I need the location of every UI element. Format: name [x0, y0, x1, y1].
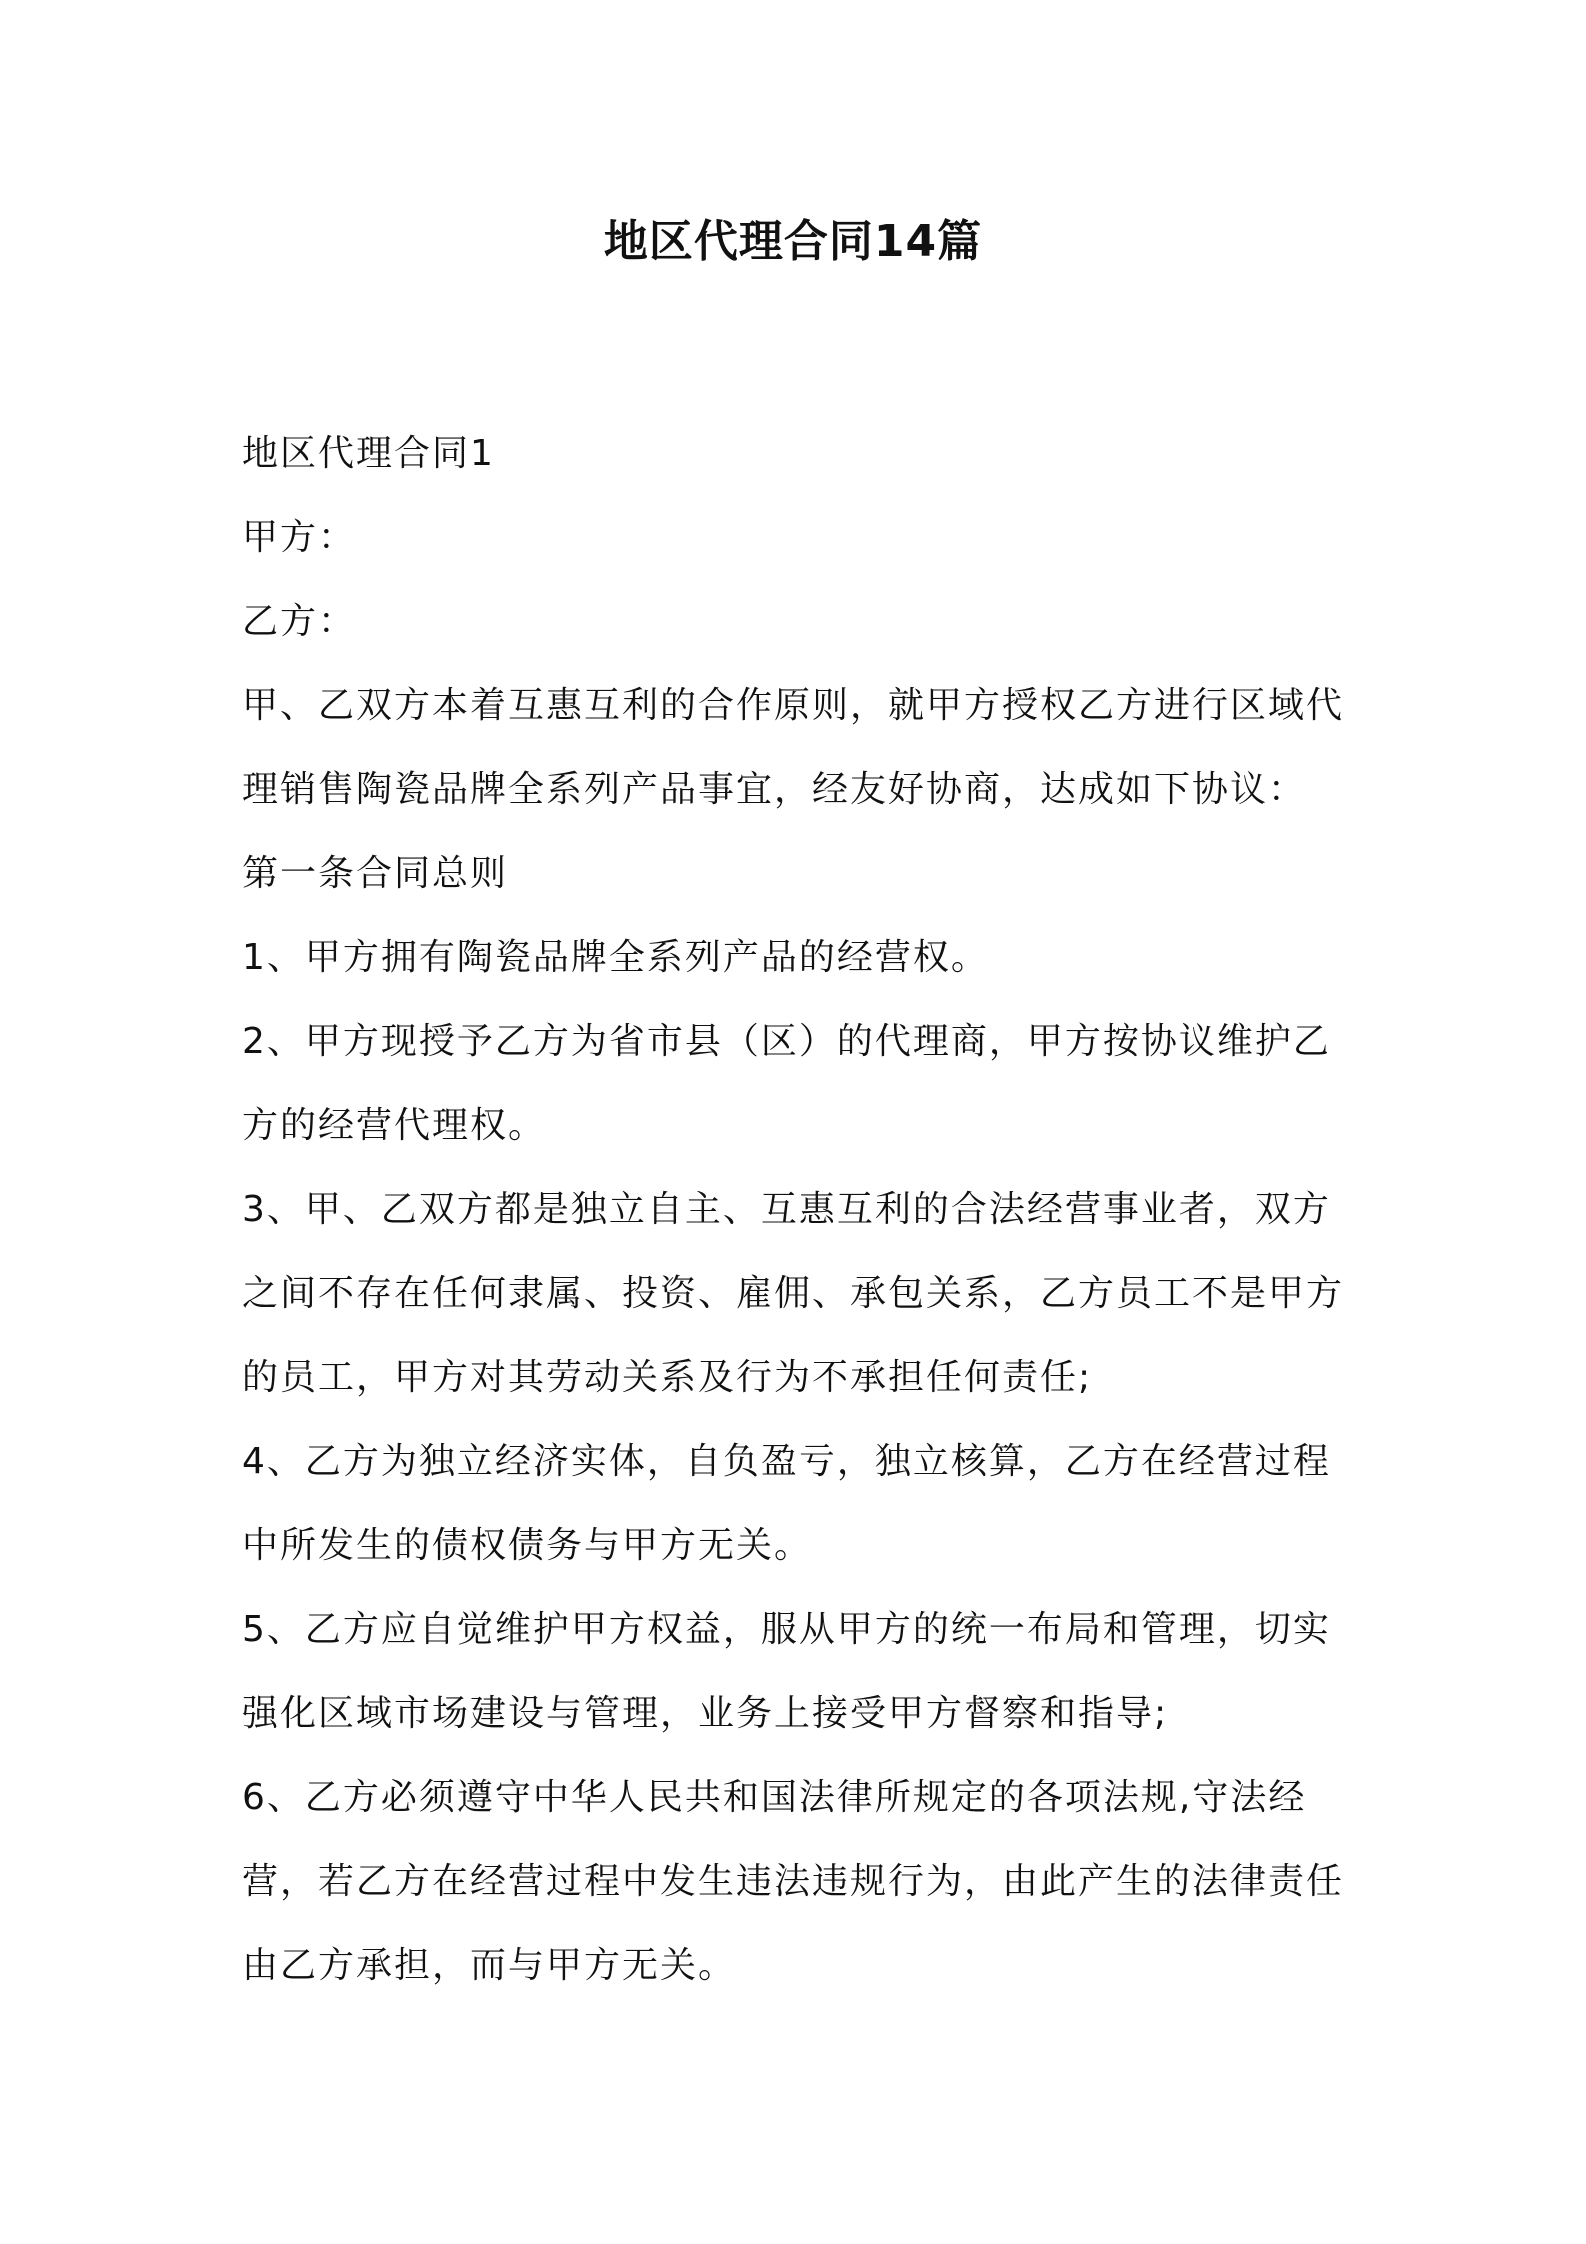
clause-paragraph: 6、乙方必须遵守中华人民共和国法律所规定的各项法规,守法经营，若乙方在经营过程中发生违法违规行为，由此产生的法律责任由乙方承担，而与甲方无关。: [242, 1777, 1345, 1986]
clause-paragraph: 1、甲方拥有陶瓷品牌全系列产品的经营权。: [242, 937, 989, 978]
party-a-line: 甲方：: [242, 517, 357, 558]
document-title: 地区代理合同14篇: [603, 216, 983, 267]
party-b-line: 乙方：: [242, 601, 357, 642]
preamble-paragraph: 甲、乙双方本着互惠互利的合作原则，就甲方授权乙方进行区域代理销售陶瓷品牌全系列产品事宜，经友好协商，达成如下协议：: [242, 685, 1345, 810]
clause-paragraph: 5、乙方应自觉维护甲方权益，服从甲方的统一布局和管理，切实强化区域市场建设与管理，业务上接受甲方督察和指导;: [242, 1609, 1331, 1734]
document-body: [242, 412, 1362, 2008]
section-heading: 地区代理合同1: [242, 433, 495, 474]
article-heading: 第一条合同总则: [242, 853, 509, 894]
clause-paragraph: 2、甲方现授予乙方为省市县（区）的代理商，甲方按协议维护乙方的经营代理权。: [242, 1021, 1331, 1146]
clause-paragraph: 3、甲、乙双方都是独立自主、互惠互利的合法经营事业者，双方之间不存在任何隶属、投资、雇佣、承包关系，乙方员工不是甲方的员工，甲方对其劳动关系及行为不承担任何责任;: [242, 1189, 1345, 1398]
clause-paragraph: 4、乙方为独立经济实体，自负盈亏，独立核算，乙方在经营过程中所发生的债权债务与甲方无关。: [242, 1441, 1331, 1566]
